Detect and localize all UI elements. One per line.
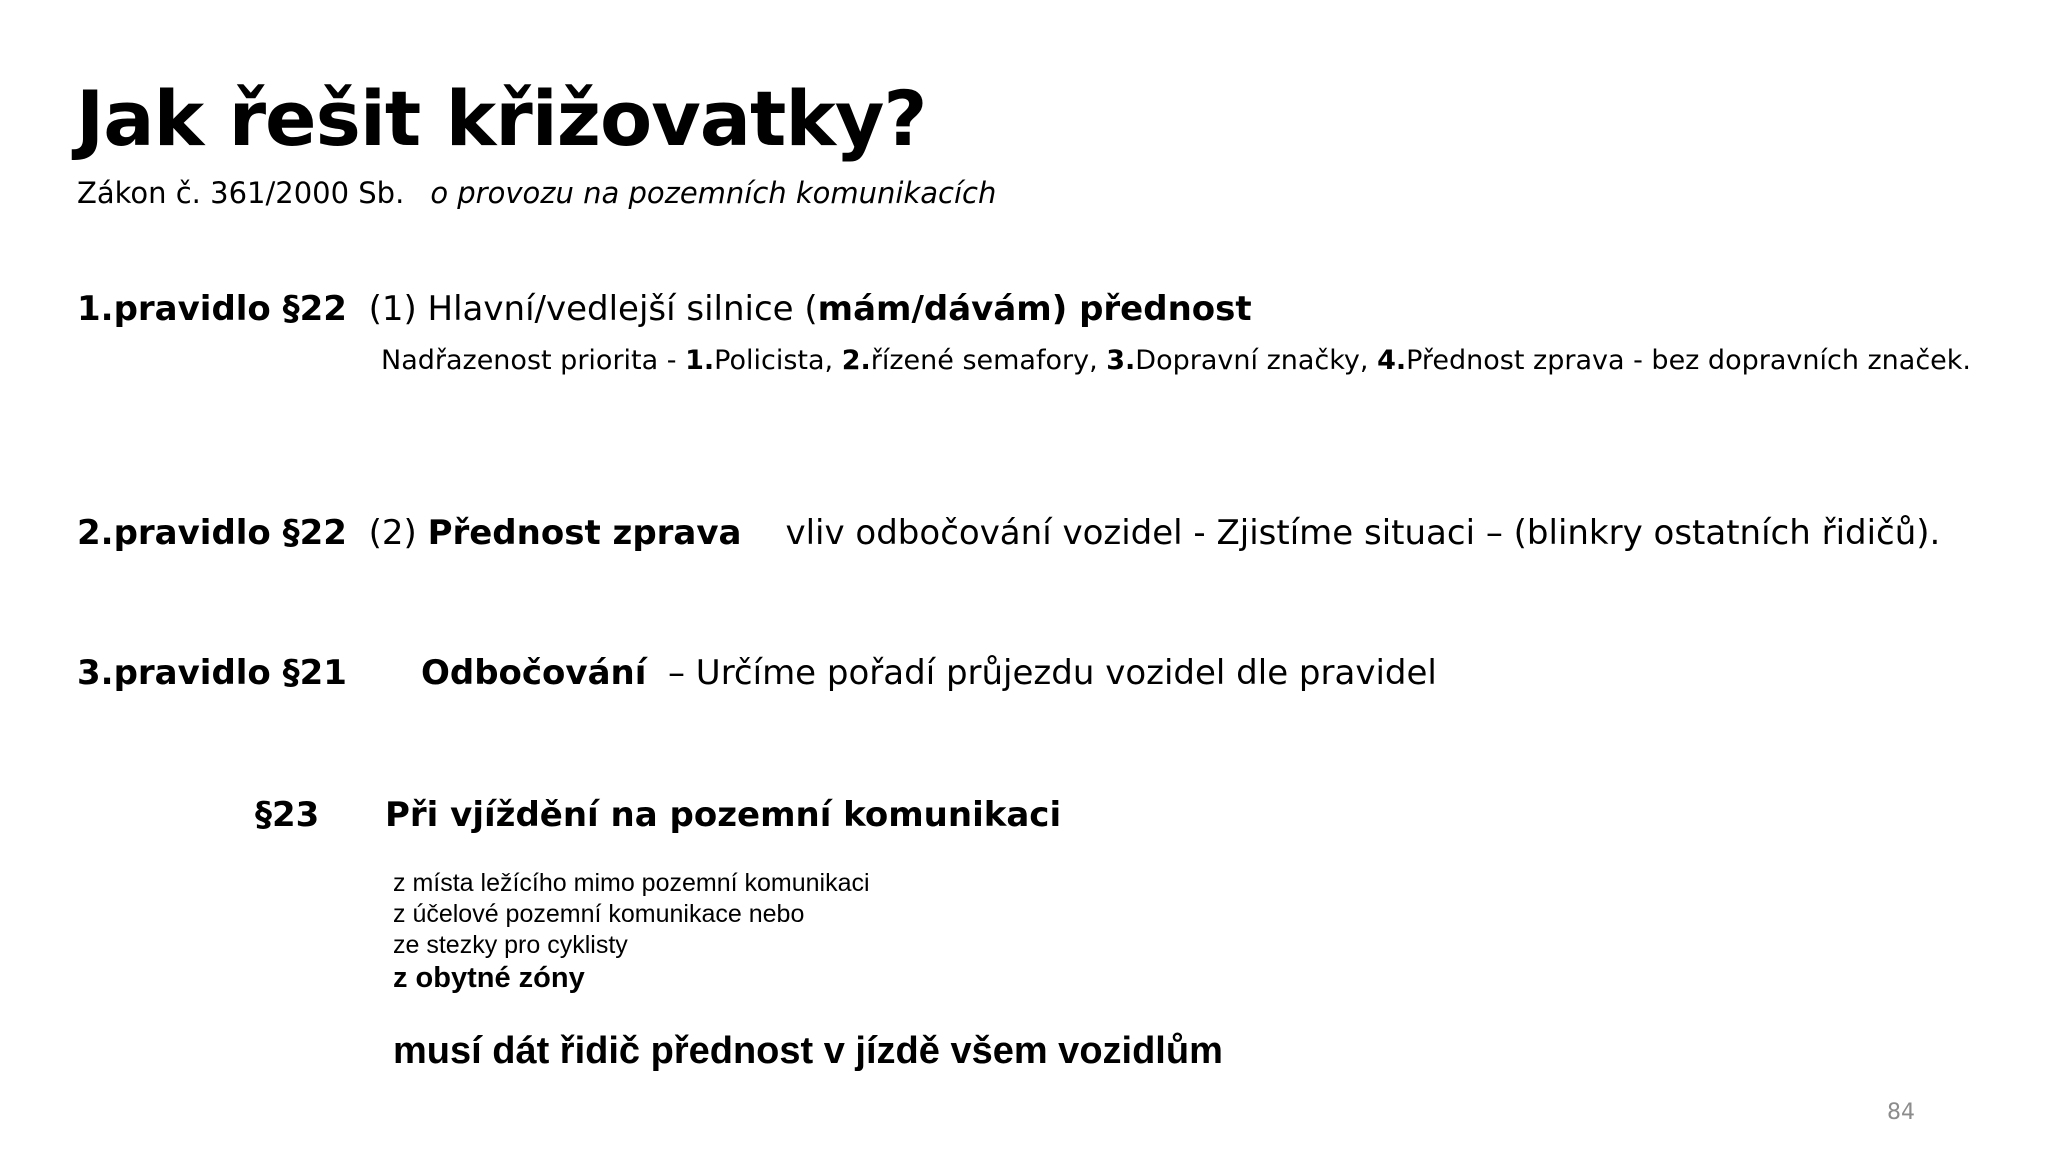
priority-number-1: 1. [685, 345, 715, 376]
priority-text-1: Policista, [714, 345, 842, 376]
rule-1-priority-note [381, 345, 1971, 376]
priority-number-4: 4. [1377, 345, 1407, 376]
rule-3-emphasis: Odbočování [420, 653, 647, 693]
list-item: z účelové pozemní komunikace nebo [393, 900, 805, 928]
priority-intro: Nadřazenost priorita - [381, 345, 686, 376]
list-item-emphasized: z obytné zóny [393, 962, 585, 994]
rule-1-paragraph: (1) Hlavní/vedlejší silnice ( [368, 289, 818, 329]
section-23-list [393, 868, 870, 996]
rule-3 [77, 653, 1437, 693]
rule-2-paragraph: (2) [368, 513, 417, 553]
priority-text-3: Dopravní značky, [1135, 345, 1378, 376]
rule-2-emphasis: Přednost zprava [427, 513, 742, 553]
list-item: z místa ležícího mimo pozemní komunikaci [393, 869, 870, 897]
section-23-conclusion: musí dát řidič přednost v jízdě všem vozidlům [393, 1030, 1223, 1072]
list-item: ze stezky pro cyklisty [393, 931, 628, 959]
page-number: 84 [1887, 1100, 1915, 1125]
slide-title: Jak řešit křižovatky? [76, 74, 927, 163]
section-23-title: Při vjíždění na pozemní komunikaci [385, 795, 1062, 835]
section-23-number: §23 [255, 795, 320, 835]
rule-3-text: – Určíme pořadí průjezdu vozidel dle pravidel [668, 653, 1437, 693]
law-reference [77, 176, 996, 210]
priority-text-2: řízené semafory, [870, 345, 1107, 376]
priority-text-4: Přednost zprava - bez dopravních značek. [1406, 345, 1972, 376]
priority-number-3: 3. [1106, 345, 1136, 376]
rule-2 [77, 513, 1940, 553]
rule-1-label: 1.pravidlo §22 [77, 289, 347, 329]
law-number: Zákon č. 361/2000 Sb. [77, 176, 405, 210]
rule-2-text: vliv odbočování vozidel - Zjistíme situaci – (blinkry ostatních řidičů). [785, 513, 1941, 553]
rule-3-label: 3.pravidlo §21 [77, 653, 347, 693]
priority-number-2: 2. [841, 345, 871, 376]
rule-1-emphasis: mám/dávám) přednost [817, 289, 1252, 329]
rule-2-label: 2.pravidlo §22 [77, 513, 347, 553]
rule-1 [77, 289, 1252, 329]
law-subject: o provozu na pozemních komunikacích [430, 176, 997, 210]
